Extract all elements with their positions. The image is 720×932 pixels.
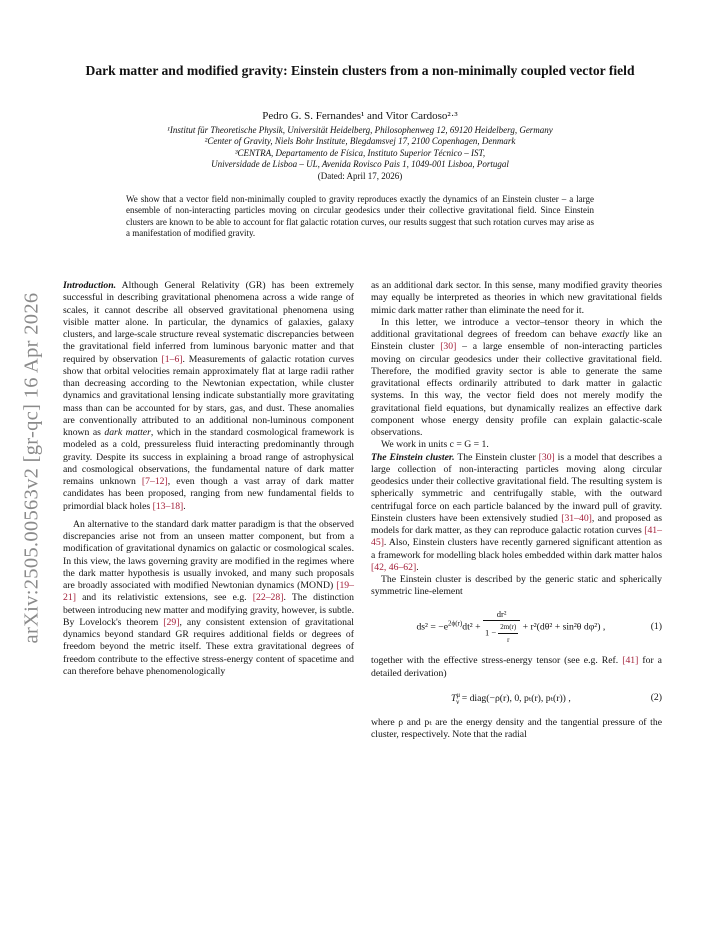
arxiv-identifier-stamp: arXiv:2505.00563v2 [gr-qc] 16 Apr 2026 — [20, 292, 43, 644]
citation-link[interactable]: [42, 46–62] — [371, 561, 417, 573]
author-list: Pedro G. S. Fernandes¹ and Vitor Cardoso²·³ — [262, 110, 458, 122]
paper-title: Dark matter and modified gravity: Einstein clusters from a non-minimally coupled vector field — [85, 63, 635, 78]
affiliations — [60, 125, 660, 182]
intro-paragraph: Introduction. Although General Relativity (GR) has been extremely successful in describing gravitational phenomena across a wide range of scales, it cannot describe all observed gravitational phenomena using visible matter alone. In particular, the dynamics of galaxies, galaxy clusters, and large-scale structure reveal systematic discrepancies between the gravitational field inferred from luminous baryonic matter and that required by observation [1–6]. Measurements of galactic rotation curves show that orbital velocities remain approximately flat at large radii rather than decreasing according to the Newtonian expectation, while cluster dynamics and gravitational lensing indicate substantially more gravitating mass than can be accounted for by stars, gas, and dust. These anomalies are conventionally attributed to an additional non-luminous component known as dark matter, which in the standard cosmological framework is modeled as a cold, pressureless fluid interacting predominantly through gravity. Despite its success in explaining a broad range of astrophysical and cosmological observations, the fundamental nature of dark matter remains unknown [7–12], even though a vast array of dark matter candidates has been proposed, ranging from new fundamental fields to primordial black holes [13–18]. — [63, 280, 354, 512]
citation-link[interactable]: [7–12] — [141, 476, 168, 487]
body-paragraph: where ρ and pₜ are the energy density and the tangential pressure of the cluster, respectively. Note that the radial — [371, 717, 662, 741]
date-line: (Dated: April 17, 2026) — [317, 170, 403, 181]
body-paragraph: An alternative to the standard dark matter paradigm is that the observed discrepancies arise not from an unseen matter component, but from a modification of gravitational dynamics on galactic or cosmological scales. In this view, the laws governing gravity are modified in the regimes where the dark matter hypothesis is usually invoked, and many such proposals are broadly associated with modified Newtonian dynamics (MOND) [19–21] and its relativistic extensions, see e.g. [22–28]. The distinction between introducing new matter and modifying gravity, however, is subtle. By Lovelock's theorem [29], any consistent extension of gravitational dynamics beyond standard GR requires additional fields or degrees of freedom beyond the metric itself. These extra gravitational degrees of freedom contribute to the effective stress-energy content of spacetime and can therefore behave phenomenologically — [63, 518, 354, 677]
body-paragraph: as an additional dark sector. In this sense, many modified gravity theories may equally be interpreted as theories in which new gravitational fields mimic dark matter rather than eliminate the need for it. — [371, 280, 662, 316]
citation-link[interactable]: [22–28] — [252, 592, 284, 604]
equation-number: (2) — [650, 692, 662, 704]
citation-link[interactable]: [29] — [163, 616, 180, 628]
citation-link[interactable]: [19–21] — [63, 580, 354, 604]
section-heading-einstein-cluster: The Einstein cluster. — [371, 451, 455, 463]
right-column — [371, 280, 662, 742]
body-paragraph: In this letter, we introduce a vector–tensor theory in which the additional gravitational degrees of freedom can behave exactly like an Einstein cluster [30] – a large ensemble of non-interacting particles moving on circular geodesics under their collective gravitational field. Therefore, the modified gravity sector is able to generate the same gravitational effects ordinarily attributed to dark matter in galactic systems. In this way, the vector field does not merely modify the gravitational field equations, but dynamically realizes an effective dark component whose energy density profile can explain galactic-scale observations. — [371, 316, 663, 438]
equation-number: (1) — [650, 620, 662, 632]
citation-link[interactable]: [41] — [622, 655, 639, 667]
affiliation-line: ²Center of Gravity, Niels Bohr Institute, Blegdamsvej 17, 2100 Copenhagen, Denmark — [204, 136, 516, 147]
citation-link[interactable]: [30] — [440, 341, 457, 353]
body-paragraph: together with the effective stress-energy tensor (see e.g. Ref. [41] for a detailed derivation) — [371, 655, 662, 679]
affiliation-line: ³CENTRA, Departamento de Física, Instituto Superior Técnico – IST, — [234, 147, 486, 158]
abstract: We show that a vector field non-minimally coupled to gravity reproduces exactly the dynamics of an Einstein cluster – a large ensemble of non-interacting particles moving on circular geodesics under their collective gravitational field. Since Einstein clusters are known to be able to account for flat galactic rotation curves, our results suggest that such rotation curves may arise as a manifestation of modified gravity. — [126, 194, 594, 238]
citation-link[interactable]: [1–6] — [161, 353, 183, 365]
affiliation-line: ¹Institut für Theoretische Physik, Universität Heidelberg, Philosophenweg 12, 69120 Heidelberg, Germany — [167, 125, 553, 135]
citation-link[interactable]: [13–18] — [152, 500, 184, 512]
section-heading-introduction: Introduction. — [63, 280, 117, 291]
left-column — [63, 280, 354, 678]
units-note: We work in units c = G = 1. — [381, 439, 489, 451]
equation-line-element: $ds^2 = -e^{2\phi(r)}dt^2$ + dr² 1 − $\frac{2m(r)}{r}$ + r²(dθ² + sin²θ dφ²) , (1) — [416, 608, 662, 644]
body-paragraph: The Einstein cluster is described by the generic static and spherically symmetric line-element — [371, 574, 662, 598]
citation-link[interactable]: [41–45] — [371, 525, 662, 549]
citation-link[interactable]: [30] — [538, 451, 555, 463]
affiliation-line: Universidade de Lisboa – UL, Avenida Rovisco Pais 1, 1049-001 Lisboa, Portugal — [211, 159, 509, 170]
equation-stress-energy: $T^\mu_\nu$ = diag(−ρ(r), 0, pₜ(r), pₜ(r)) , (2) — [450, 690, 662, 706]
einstein-cluster-paragraph: The Einstein cluster. The Einstein cluster [30] is a model that describes a large collection of non-interacting particles moving along circular geodesics under their collective gravitational field. The resulting system is spherically symmetric and centrifugally stable, with the outward centrifugal force on each particle balanced by the inward pull of gravity. Einstein clusters have been extensively studied [31–40], and proposed as models for dark matter, as they can reproduce galactic rotation curves [41–45]. Also, Einstein clusters have recently garnered significant attention as a framework for modelling black holes embedded within dark matter halos [42, 46–62]. — [371, 451, 662, 573]
citation-link[interactable]: [31–40] — [561, 512, 592, 524]
